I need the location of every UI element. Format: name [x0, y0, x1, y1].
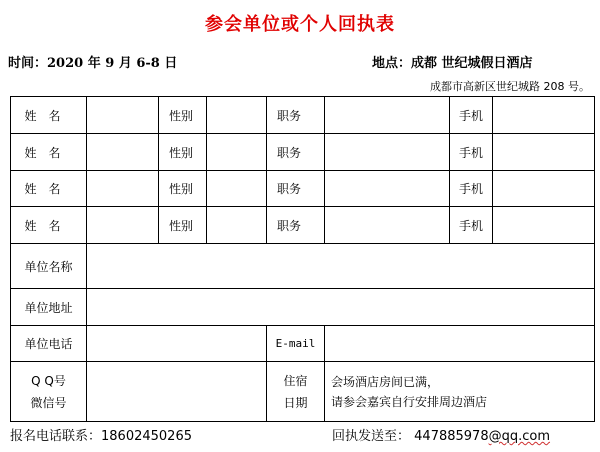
phone-label-cell [450, 134, 493, 171]
gender-label: 性别 [169, 218, 194, 233]
table-row [11, 171, 595, 207]
unit-phone-label-cell [11, 326, 87, 362]
unit-name-input-cell[interactable] [87, 244, 595, 289]
name-label-cell [11, 97, 87, 134]
unit-name-label-cell [11, 244, 87, 289]
job-label: 职务 [277, 182, 302, 196]
contact-phone-line [10, 425, 192, 444]
gender-label-cell [159, 97, 207, 134]
job-input-cell[interactable] [325, 97, 450, 134]
gender-label-cell [159, 207, 207, 244]
phone-label-cell [450, 97, 493, 134]
stay-label: 住宿 [283, 373, 308, 388]
phone-input-cell[interactable] [493, 207, 595, 244]
phone-label: 手机 [458, 108, 483, 123]
gender-label-cell [159, 171, 207, 207]
gender-label: 性别 [169, 182, 194, 196]
table-row [11, 289, 595, 326]
table-row [11, 97, 595, 134]
date-label: 日期 [283, 395, 308, 410]
gender-input-cell[interactable] [207, 134, 267, 171]
name-input-cell[interactable] [87, 97, 159, 134]
name-label: 姓名 [24, 145, 73, 160]
email-label: E-mail [275, 337, 316, 350]
table-row [11, 244, 595, 289]
hotel-notice-line-1: 会场酒店房间已满， [331, 374, 440, 389]
phone-input-cell[interactable] [493, 134, 595, 171]
registration-table [10, 96, 595, 422]
name-input-cell[interactable] [87, 171, 159, 207]
job-label-cell [267, 97, 325, 134]
name-label: 姓名 [24, 182, 73, 196]
job-input-cell[interactable] [325, 207, 450, 244]
event-place [372, 52, 533, 71]
unit-address-input-cell[interactable] [87, 289, 595, 326]
phone-label-cell [450, 171, 493, 207]
qq-wechat-label-cell [11, 362, 87, 422]
wechat-label: 微信号 [30, 395, 67, 410]
table-row [11, 207, 595, 244]
place-label: 地点： [372, 56, 412, 71]
qq-wechat-input-cell[interactable] [87, 362, 267, 422]
hotel-notice-line-2: 请参会嘉宾自行安排周边酒店 [331, 394, 488, 409]
name-label-cell [11, 134, 87, 171]
job-label: 职务 [277, 108, 302, 123]
job-label: 职务 [277, 218, 302, 233]
send-email-user: 447885978 [414, 429, 489, 444]
phone-label: 手机 [458, 218, 483, 233]
name-label: 姓名 [24, 108, 73, 123]
unit-address-label-cell [11, 289, 87, 326]
send-label: 回执发送至： [332, 429, 411, 444]
time-label: 时间： [8, 56, 48, 71]
contact-label: 报名电话联系： [10, 429, 102, 444]
phone-input-cell[interactable] [493, 97, 595, 134]
name-input-cell[interactable] [87, 134, 159, 171]
job-label-cell [267, 171, 325, 207]
name-input-cell[interactable] [87, 207, 159, 244]
stay-date-label-cell [267, 362, 325, 422]
job-label: 职务 [277, 145, 302, 160]
gender-input-cell[interactable] [207, 171, 267, 207]
table-row [11, 326, 595, 362]
unit-phone-label: 单位电话 [24, 337, 73, 351]
hotel-notice-cell [325, 362, 595, 422]
gender-label-cell [159, 134, 207, 171]
unit-address-label: 单位地址 [24, 300, 73, 315]
phone-input-cell[interactable] [493, 171, 595, 207]
job-input-cell[interactable] [325, 134, 450, 171]
place-value: 成都 世纪城假日酒店 [411, 56, 533, 71]
contact-phone: 18602450265 [101, 429, 192, 444]
form-title: 参会单位或个人回执表 [205, 14, 395, 35]
gender-label: 性别 [169, 108, 194, 123]
name-label-cell [11, 207, 87, 244]
job-label-cell [267, 134, 325, 171]
gender-input-cell[interactable] [207, 97, 267, 134]
table-row [11, 134, 595, 171]
unit-name-label: 单位名称 [24, 259, 73, 274]
phone-label-cell [450, 207, 493, 244]
gender-input-cell[interactable] [207, 207, 267, 244]
unit-phone-input-cell[interactable] [87, 326, 267, 362]
time-value: 2020 年 9 月 6-8 日 [47, 56, 178, 71]
email-input-cell[interactable] [325, 326, 595, 362]
job-input-cell[interactable] [325, 171, 450, 207]
email-label-cell [267, 326, 325, 362]
name-label-cell [11, 171, 87, 207]
phone-label: 手机 [458, 182, 483, 196]
send-email-domain: @qq.com [488, 429, 551, 444]
venue-address: 成都市高新区世纪城路 208 号。 [430, 80, 590, 93]
job-label-cell [267, 207, 325, 244]
send-email-line [332, 425, 550, 444]
qq-label: Q Q号 [31, 373, 66, 388]
phone-label: 手机 [458, 145, 483, 160]
gender-label: 性别 [169, 145, 194, 160]
table-row [11, 362, 595, 422]
event-time [8, 52, 177, 71]
name-label: 姓名 [24, 218, 73, 233]
